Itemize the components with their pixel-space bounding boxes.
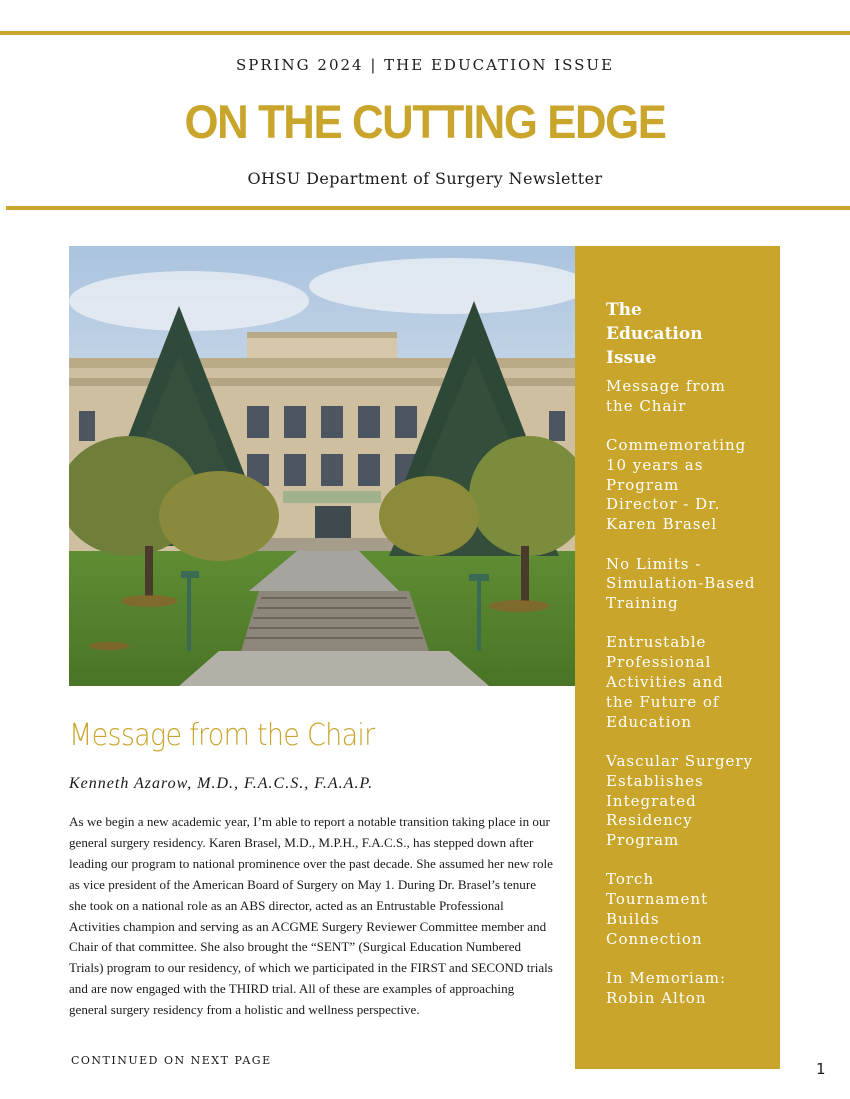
article-body: As we begin a new academic year, I’m able to report a notable transition taking place in our general surgery residency. Karen Brasel, M.D., M.P.H., F.A.C.S., has stepped down after leading our program to national prominence over the past decade. She assumed her new role as vice president of the American Board of Surgery on May 1. During Dr. Brasel’s tenure she took on a national role as an ABS director, acted as an Entrustable Professional Activities champion and serving as an ACGME Surgery Reviewer Committee member and Chair of that committee. She also brought the “SENT” (Surgical Education Numbered Trials) program to our residency, of which we participated in the FIRST and SECOND trials and are now engaged with the THIRD trial. All of these are examples of approaching general surgery residency from a holistic and wellness perspective. — [69, 814, 553, 1018]
article-heading: Message from the Chair — [69, 718, 375, 753]
toc-item-in-memoriam[interactable]: In Memoriam: Robin Alton — [606, 969, 727, 1007]
page-number: 1 — [816, 1060, 826, 1078]
continued-link[interactable]: CONTINUED ON NEXT PAGE — [71, 1054, 272, 1067]
table-of-contents — [606, 377, 780, 1009]
campus-building-photo — [69, 246, 575, 686]
newsletter-title: ON THE CUTTING EDGE — [184, 95, 666, 148]
article-byline: Kenneth Azarow, M.D., F.A.C.S., F.A.A.P. — [69, 775, 374, 792]
top-rule — [0, 31, 850, 35]
newsletter-subtitle: OHSU Department of Surgery Newsletter — [247, 169, 603, 188]
sidebar-title: The Education Issue — [606, 300, 703, 368]
toc-item-vascular-surgery-residency[interactable]: Vascular Surgery Establishes Integrated Residency Program — [606, 751, 754, 850]
issue-sidebar — [575, 246, 780, 1069]
header-bottom-rule — [6, 206, 850, 210]
toc-item-commemorating-program-director[interactable]: Commemorating 10 years as Program Director - Dr. Karen Brasel — [606, 436, 747, 534]
issue-line: SPRING 2024 | THE EDUCATION ISSUE — [235, 56, 615, 74]
toc-item-entrustable-activities[interactable]: Entrustable Professional Activities and the Future of Education — [606, 633, 724, 731]
toc-item-torch-tournament[interactable]: Torch Tournament Builds Connection — [606, 870, 709, 948]
toc-item-message-from-chair[interactable]: Message from the Chair — [606, 377, 726, 415]
toc-item-no-limits-simulation[interactable]: No Limits - Simulation-Based Training — [606, 554, 756, 613]
